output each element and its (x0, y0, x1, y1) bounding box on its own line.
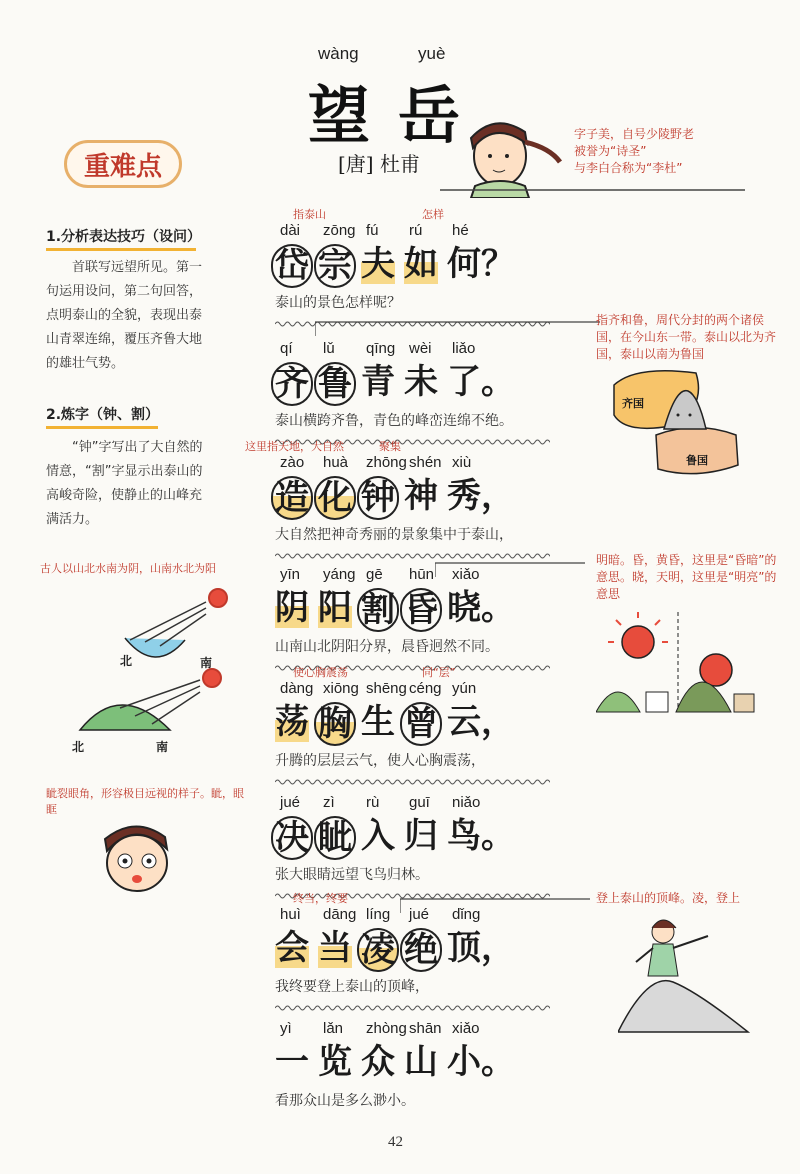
page-number: 42 (388, 1134, 403, 1150)
poem-line (245, 440, 550, 560)
poem-char: 一 (275, 1042, 309, 1082)
qilu-note: 指齐和鲁，周代分封的两个诸侯国，在今山东一带。泰山以北为齐国，泰山以南为鲁国 (596, 313, 777, 361)
pinyin: gē (366, 566, 383, 583)
poem-char: 眦 (314, 816, 356, 860)
pinyin: yáng (323, 566, 356, 583)
poem-char: 鸟。 (447, 816, 515, 856)
pinyin: xiōng (323, 680, 359, 697)
pinyin: xiǎo (452, 566, 480, 583)
pinyin: lǔ (323, 340, 335, 357)
poem-char: 胸 (314, 702, 356, 746)
poem-char: 当 (318, 928, 352, 968)
title-pinyin-1: wàng (318, 44, 359, 63)
poem-char: 小。 (447, 1042, 515, 1082)
poem-characters (275, 702, 550, 746)
word-gloss: 怎样 (422, 208, 444, 221)
sidebar-text-1: 首联写远望所见。第一句运用设问，第二句回答，点明泰山的全貌，表现出泰山青翠连绵，覆压齐鲁大地的雄壮气势。 (46, 260, 203, 371)
wavy-divider (275, 1004, 550, 1012)
pinyin: niǎo (452, 794, 481, 811)
sidebar-heading-1-text: 1.分析表达技巧（设问） (46, 229, 202, 245)
page-title-char-2: 岳 (398, 79, 465, 152)
poem-char: 夫 (361, 244, 395, 284)
author-note: 字子美，自号少陵野老 被誉为“诗圣” 与李白合称为“李杜” (574, 127, 695, 175)
qilu-map-icon (606, 365, 746, 480)
pinyin: zào (280, 454, 305, 471)
wide-eyed-man-icon (85, 815, 190, 895)
poem-char: 岱 (271, 244, 313, 288)
pinyin: yì (280, 1020, 292, 1037)
pinyin-row (275, 666, 550, 702)
poem-line (275, 340, 550, 446)
page-title-char-1: 望 (308, 79, 375, 152)
poem-char: 何？ (447, 244, 515, 284)
poem-characters (275, 588, 550, 632)
poem-char: 如 (404, 244, 438, 284)
poem-char: 神 (404, 476, 438, 516)
line-translation: 升腾的层层云气，使人心胸震荡， (275, 753, 485, 769)
line-translation: 山南山北阴阳分界，晨昏迥然不同。 (275, 639, 499, 655)
pinyin: céng (409, 680, 442, 697)
pinyin-row (275, 1020, 480, 1042)
pinyin: shēng (366, 680, 407, 697)
poem-line (275, 892, 550, 1012)
wavy-divider (275, 778, 550, 786)
poem-char: 曾 (400, 702, 442, 746)
poem-characters (275, 362, 550, 406)
pinyin: zì (323, 794, 335, 811)
pinyin: guī (409, 794, 430, 811)
pinyin-row (275, 340, 550, 362)
word-gloss: 指泰山 (293, 208, 326, 221)
pinyin: rú (409, 222, 423, 239)
poem-line (275, 208, 550, 328)
line-translation: 泰山的景色怎样呢？ (275, 295, 401, 311)
pinyin: dài (280, 222, 301, 239)
pinyin: líng (366, 906, 391, 923)
pinyin: jué (280, 794, 301, 811)
poem-line (275, 1020, 515, 1110)
pinyin: qīng (366, 340, 396, 357)
poem-char: 览 (318, 1042, 352, 1082)
author-underline (440, 180, 760, 194)
sidebar-heading-2 (46, 404, 159, 424)
word-gloss: 终当，终要 (293, 892, 348, 905)
poem-char: 众 (361, 1042, 395, 1082)
pinyin: huì (280, 906, 301, 923)
pinyin: qí (280, 340, 293, 357)
line-translation: 泰山横跨齐鲁，青色的峰峦连绵不绝。 (275, 413, 513, 429)
pinyin: jué (409, 906, 430, 923)
poem-char: 化 (314, 476, 356, 520)
pinyin: yīn (280, 566, 301, 583)
poem-char: 晓。 (447, 588, 515, 628)
sidebar-heading-1 (46, 226, 201, 246)
word-gloss: 聚集 (379, 440, 401, 453)
poem-char: 造 (271, 476, 313, 520)
poem-char: 山 (404, 1042, 438, 1082)
pinyin-row (275, 794, 550, 816)
poem-char: 会 (275, 928, 309, 968)
poem-char: 顶， (447, 928, 515, 968)
poem-char: 齐 (271, 362, 313, 406)
poem-char: 绝 (400, 928, 442, 972)
pinyin: shén (409, 454, 442, 471)
poem-line (275, 566, 550, 672)
poem-char: 鲁 (314, 362, 356, 406)
poem-char: 钟 (357, 476, 399, 520)
poem-char: 归 (404, 816, 438, 856)
hunxiao-note: 明暗。昏，黄昏，这里是“昏暗”的意思。晓，天明，这里是“明亮”的意思 (596, 553, 777, 601)
title-pinyin-2: yuè (418, 44, 446, 63)
pinyin: zhōng (366, 454, 407, 471)
word-gloss: 同“层” (422, 666, 456, 679)
pinyin: wèi (409, 340, 432, 357)
poem-characters (275, 1042, 515, 1086)
poem-characters (275, 244, 550, 288)
lingjue-note: 登上泰山的顶峰。凌，登上 (596, 891, 741, 905)
sidebar-heading-2-text: 2.炼字（钟、割） (46, 407, 160, 423)
poem-char: 云， (447, 702, 515, 742)
line-translation: 我终要登上泰山的顶峰， (275, 979, 429, 995)
diagram-north-1: 北 (120, 654, 133, 668)
poem-characters (275, 476, 550, 520)
pinyin-row (275, 208, 550, 244)
poem-char: 秀， (447, 476, 515, 516)
pinyin: yún (452, 680, 477, 697)
pinyin: xiù (452, 454, 472, 471)
sidebar-text-2: “钟”字写出了大自然的情意，“割”字显示出泰山的高峻奇险，使静止的山峰充满活力。 (46, 440, 203, 527)
poem-line (275, 794, 550, 900)
pinyin: hūn (409, 566, 435, 583)
poem-char: 阳 (318, 588, 352, 628)
summit-figure-icon (618, 912, 753, 1037)
poem-char: 青 (361, 362, 395, 402)
poem-line (275, 666, 550, 786)
eye-note: 眦裂眼角，形容极目远视的样子。眦，眼眶 (46, 787, 244, 816)
pinyin: hé (452, 222, 469, 239)
ling-connector (400, 895, 600, 915)
hun-connector (435, 559, 595, 579)
yinyang-diagram (60, 580, 260, 760)
line-translation: 大自然把神奇秀丽的景象集中于泰山， (275, 527, 513, 543)
pinyin: dǐng (452, 906, 481, 923)
diagram-north-2: 北 (72, 740, 85, 754)
pinyin: zōng (323, 222, 356, 239)
diagram-south-1: 南 (200, 656, 213, 670)
poem-author: [唐] 杜甫 (338, 152, 420, 176)
line-translation: 张大眼睛远望飞鸟归林。 (275, 867, 429, 883)
line-translation: 看那众山是多么渺小。 (275, 1093, 415, 1109)
poem-char: 决 (271, 816, 313, 860)
pinyin: rù (366, 794, 380, 811)
word-gloss: 使心胸震荡 (293, 666, 348, 679)
pinyin: dāng (323, 906, 357, 923)
pinyin: zhòng (366, 1020, 407, 1037)
pinyin: dàng (280, 680, 314, 697)
poem-characters (275, 928, 550, 972)
poem-char: 凌 (357, 928, 399, 972)
poem-characters (275, 816, 550, 860)
pinyin: shān (409, 1020, 442, 1037)
pinyin: huà (323, 454, 349, 471)
poem-char: 入 (361, 816, 395, 856)
poem-char: 荡 (275, 702, 309, 742)
poem-char: 阴 (275, 588, 309, 628)
pinyin: xiǎo (452, 1020, 480, 1037)
poem-char: 割 (357, 588, 399, 632)
qi-label: 齐国 (622, 397, 644, 410)
poem-char: 昏 (400, 588, 442, 632)
poem-char: 了。 (447, 362, 515, 402)
poem-char: 宗 (314, 244, 356, 288)
pinyin: liǎo (452, 340, 476, 357)
dawn-dusk-icon (596, 612, 761, 717)
qilu-connector (315, 318, 615, 338)
key-points-badge: 重难点 (64, 140, 182, 188)
pinyin-row (245, 440, 550, 476)
pinyin: lǎn (323, 1020, 344, 1037)
diagram-south-2: 南 (156, 740, 169, 754)
poem-char: 未 (404, 362, 438, 402)
word-gloss: 这里指天地，大自然 (245, 440, 344, 453)
poem-char: 生 (361, 702, 395, 742)
yinyang-note: 古人以山北水南为阴，山南水北为阳 (40, 562, 216, 575)
lu-label: 鲁国 (686, 454, 708, 467)
pinyin: fú (366, 222, 379, 239)
